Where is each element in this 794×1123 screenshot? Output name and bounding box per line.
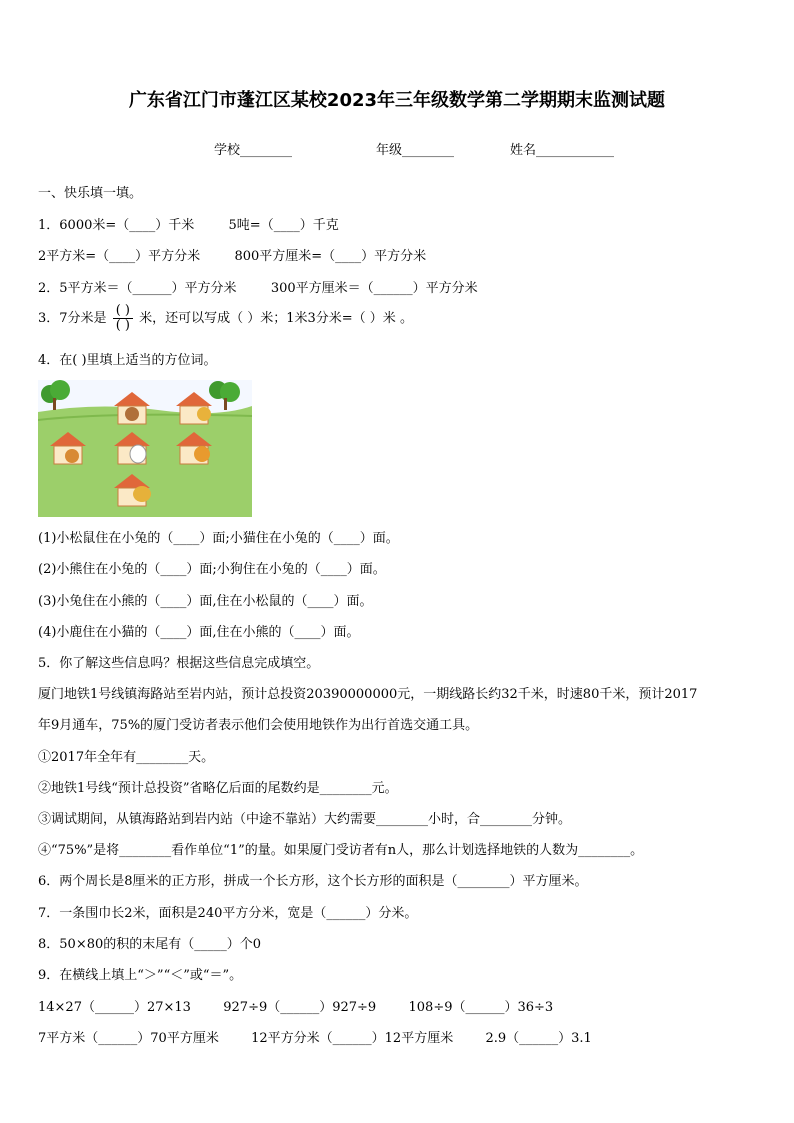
name-field: 姓名____________ (510, 143, 615, 158)
fraction-denominator: ( ) (115, 318, 130, 333)
question-9-row-2 (38, 1027, 592, 1046)
question-5-sub-3: ③调试期间，从镇海路站到岩内站（中途不靠站）大约需要________小时，合________分钟。 (38, 812, 572, 827)
q1-part-c: 2平方米=（____）平方分米 (38, 249, 201, 264)
question-9-row-1 (38, 996, 553, 1015)
question-5-sub-1: ①2017年全年有________天。 (38, 750, 215, 765)
fraction-blank (113, 304, 133, 333)
question-4-part-4: (4)小鹿住在小猫的（____）面,住在小熊的（____）面。 (38, 625, 360, 640)
q2-part-b: 300平方厘米＝（______）平方分米 (270, 281, 478, 296)
compare-4: 7平方米（______）70平方厘米 (38, 1031, 219, 1046)
village-picture (38, 380, 252, 517)
grade-field: 年级________ (376, 143, 455, 158)
compare-6: 2.9（______）3.1 (485, 1031, 592, 1046)
question-5-passage-line-1: 厦门地铁1号线镇海路站至岩内站，预计总投资20390000000元，一期线路长约32千米，时速80千米，预计2017 (38, 687, 698, 702)
compare-1: 14×27（______）27×13 (38, 1000, 191, 1015)
question-4-stem: 4．在( )里填上适当的方位词。 (38, 353, 217, 368)
section-heading: 一、快乐填一填。 (38, 186, 143, 201)
school-field: 学校________ (214, 143, 293, 158)
fraction-numerator: ( ) (113, 304, 133, 319)
question-5-passage-line-2: 年9月通车，75%的厦门受访者表示他们会使用地铁作为出行首选交通工具。 (38, 718, 479, 733)
question-1 (38, 214, 339, 233)
question-1-row2 (38, 245, 426, 264)
question-5-stem: 5．你了解这些信息吗？根据这些信息完成填空。 (38, 656, 320, 671)
q1-part-a: 1．6000米=（____）千米 (38, 218, 195, 233)
question-7: 7．一条围巾长2米，面积是240平方分米，宽是（______）分米。 (38, 906, 418, 921)
question-8: 8．50×80的积的末尾有（_____）个0 (38, 937, 262, 952)
compare-3: 108÷9（______）36÷3 (408, 1000, 554, 1015)
question-3 (38, 304, 413, 333)
compare-5: 12平方分米（______）12平方厘米 (251, 1031, 454, 1046)
q2-part-a: 2．5平方米＝（______）平方分米 (38, 281, 237, 296)
question-5-sub-2: ②地铁1号线“预计总投资”省略亿后面的尾数约是________元。 (38, 781, 398, 796)
question-6: 6．两个周长是8厘米的正方形，拼成一个长方形，这个长方形的面积是（________）平方厘米。 (38, 874, 588, 889)
q1-part-b: 5吨=（____）千克 (228, 218, 339, 233)
question-9-stem: 9．在横线上填上“＞”“＜”或“＝”。 (38, 968, 243, 983)
q3-suffix: 米，还可以写成（ ）米；1米3分米=（ ）米 。 (139, 311, 413, 326)
question-5-sub-4: ④“75%”是将________看作单位“1”的量。如果厦门受访者有n人，那么计划选择地铁的人数为________。 (38, 843, 644, 858)
question-4-part-3: (3)小兔住在小熊的（____）面,住在小松鼠的（____）面。 (38, 594, 373, 609)
page-title: 广东省江门市蓬江区某校2023年三年级数学第二学期期末监测试题 (128, 90, 666, 111)
q3-prefix: 3．7分米是 (38, 311, 107, 326)
question-2 (38, 277, 478, 296)
compare-2: 927÷9（______）927÷9 (223, 1000, 377, 1015)
question-4-part-1: (1)小松鼠住在小兔的（____）面;小猫住在小兔的（____）面。 (38, 531, 399, 546)
q1-part-d: 800平方厘米=（____）平方分米 (234, 249, 427, 264)
question-4-part-2: (2)小熊住在小兔的（____）面;小狗住在小兔的（____）面。 (38, 562, 386, 577)
